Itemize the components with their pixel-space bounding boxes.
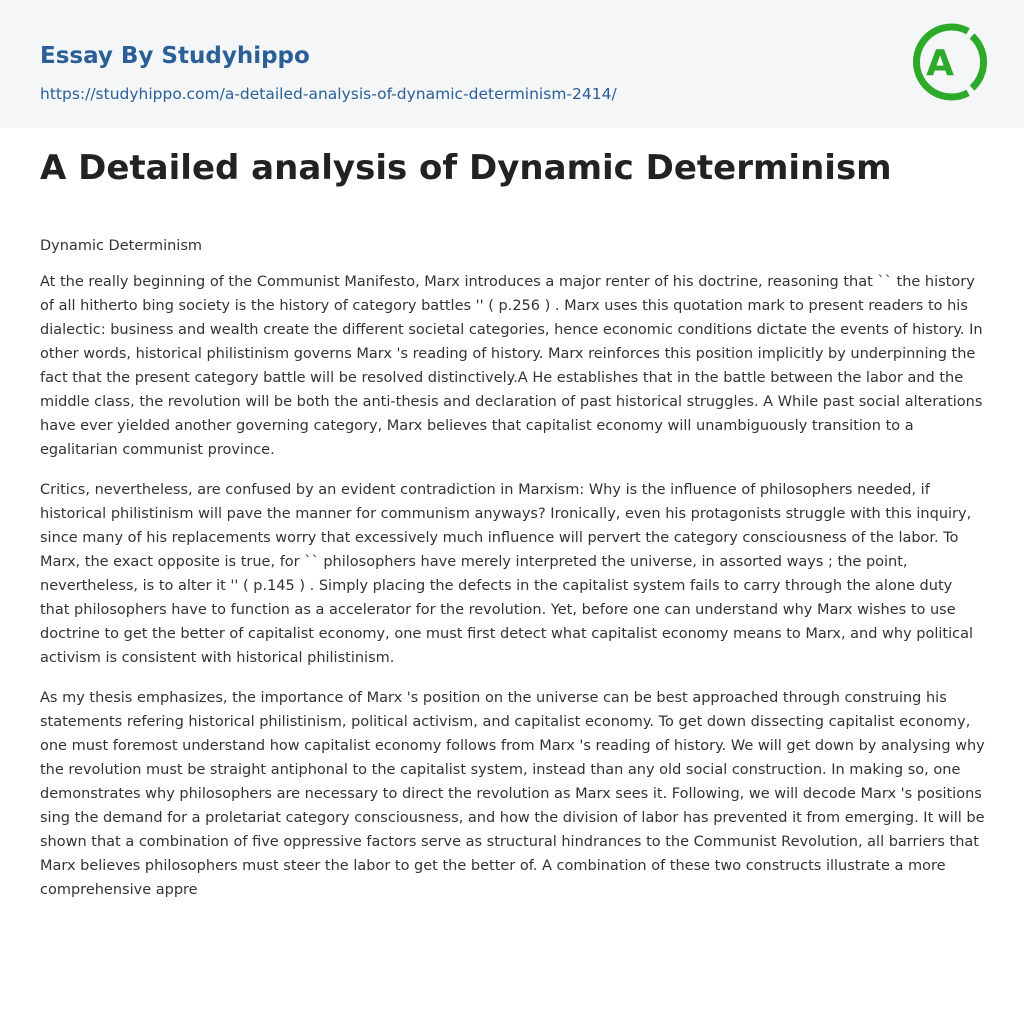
essay-paragraph: As my thesis emphasizes, the importance of Marx 's position on the universe can be best approached through construing his statements refering historical philistinism, political activism, and capitalist economy. To get down dissecting capitalist economy, one must foremost understand how capitalist economy follows from Marx 's reading of history. We will get down by analysing why the revolution must be straight antiphonal to the capitalist system, instead than any old social construction. In making so, one demonstrates why philosophers are necessary to direct the revolution as Marx sees it. Following, we will decode Marx 's positions sing the demand for a proletariat category consciousness, and how the division of labor has prevented it from emerging. It will be shown that a combination of five oppressive factors serve as structural hindrances to the Communist Revolution, all barriers that Marx believes philosophers must steer the labor to get the better of. A combination of these two constructs illustrate a more comprehensive appre (40, 690, 985, 898)
site-header (0, 0, 1024, 128)
essay-paragraph: Critics, nevertheless, are confused by an evident contradiction in Marxism: Why is the influence of philosophers needed, if historical philistinism will pave the manner for communism anyways? Ironically, even his protagonists struggle with this inquiry, since many of his replacements worry that excessively much influence will pervert the category consciousness of the labor. To Marx, the exact opposite is true, for `` philosophers have merely interpreted the universe, in assorted ways ; the point, nevertheless, is to alter it '' ( p.145 ) . Simply placing the defects in the capitalist system fails to carry through the alone duty that philosophers have to function as a accelerator for the revolution. Yet, before one can understand why Marx wishes to use doctrine to get the better of capitalist economy, one must first detect what capitalist economy means to Marx, and why political activism is consistent with historical philistinism. (40, 482, 974, 666)
essay-paragraph: At the really beginning of the Communist Manifesto, Marx introduces a major renter of his doctrine, reasoning that `` the history of all hitherto bing society is the history of category battles '' ( p.256 ) . Marx uses this quotation mark to present readers to his dialectic: business and wealth create the different societal categories, hence economic conditions dictate the events of history. In other words, historical philistinism governs Marx 's reading of history. Marx reinforces this position implicitly by underpinning the fact that the present category battle will be resolved distinctively.A He establishes that in the battle between the labor and the middle class, the revolution will be both the anti-thesis and declaration of past historical struggles. A While past social alterations have ever yielded another governing category, Marx believes that capitalist economy will unambiguously transition to a egalitarian communist province. (40, 274, 983, 458)
essay-subtitle: Dynamic Determinism (40, 238, 203, 254)
studyhippo-logo-icon[interactable] (912, 19, 988, 105)
essay-url-link[interactable]: https://studyhippo.com/a-detailed-analysis-of-dynamic-determinism-2414/ (40, 85, 617, 103)
page-title: A Detailed analysis of Dynamic Determinism (40, 148, 892, 188)
essay-body (40, 270, 986, 918)
site-title[interactable]: Essay By Studyhippo (40, 43, 310, 69)
logo-letter: A (926, 43, 954, 84)
